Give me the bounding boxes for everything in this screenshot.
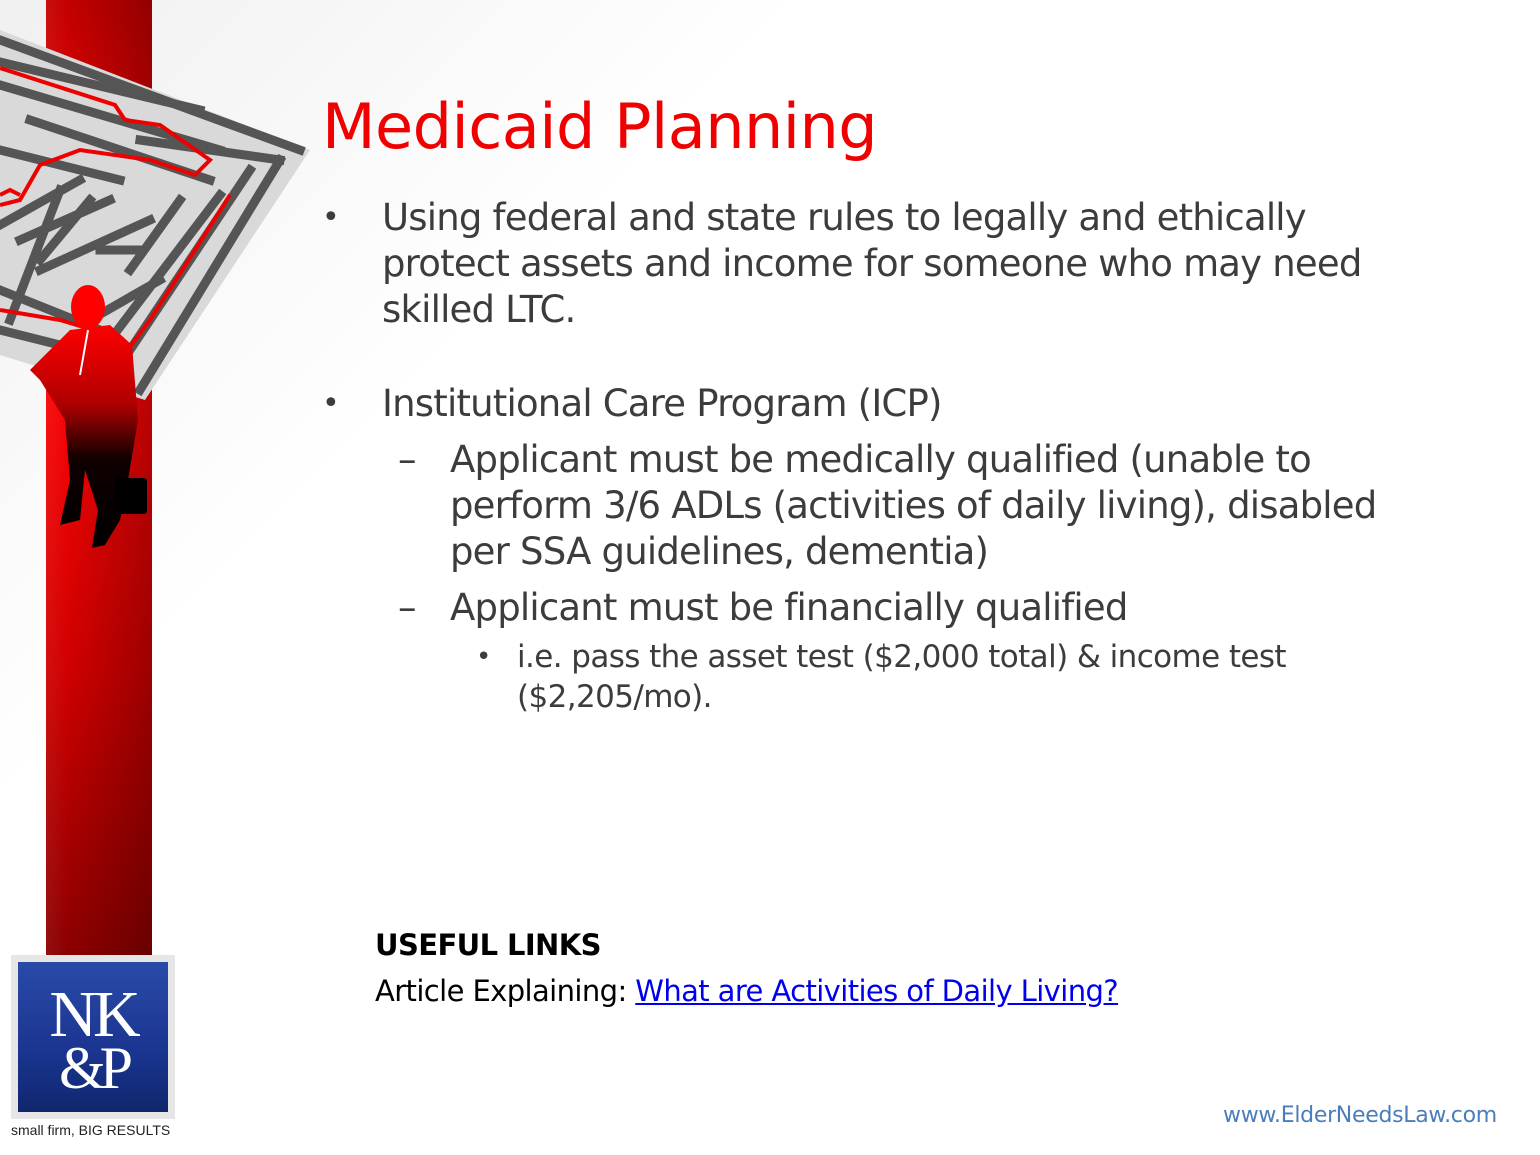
slide-title: Medicaid Planning: [322, 90, 878, 163]
sub-sub-bullet-text: i.e. pass the asset test ($2,000 total) & income test ($2,205/mo).: [517, 639, 1286, 715]
bullet-text: Institutional Care Program (ICP): [382, 382, 942, 425]
useful-links-heading: USEFUL LINKS: [375, 928, 601, 962]
website-url: www.ElderNeedsLaw.com: [1223, 1103, 1497, 1128]
link-prefix: Article Explaining:: [375, 974, 636, 1008]
useful-links-row: [375, 968, 1118, 1014]
sub-sub-bullet-item: [322, 637, 1402, 717]
sub-bullet-item: [322, 585, 1402, 631]
firm-logo: [11, 955, 175, 1119]
sub-bullet-text: Applicant must be financially qualified: [450, 586, 1128, 629]
bullet-item: [322, 195, 1402, 333]
maze-illustration: [0, 0, 320, 560]
bullet-text: Using federal and state rules to legally and ethically protect assets and income for someone who may need skilled LTC.: [382, 196, 1362, 331]
sub-bullet-marker: –: [398, 438, 416, 481]
bullet-item: [322, 381, 1402, 427]
sub-bullet-marker: –: [398, 586, 416, 629]
sub-bullet-text: Applicant must be medically qualified (unable to perform 3/6 ADLs (activities of daily living), disabled per SSA guidelines, dementia): [450, 438, 1377, 573]
sub-bullet-item: [322, 437, 1402, 575]
logo-text-nk: NK: [49, 978, 137, 1051]
bullet-marker: •: [322, 200, 339, 235]
logo-badge: [18, 962, 168, 1112]
bullet-marker: •: [322, 386, 339, 421]
logo-text-ap: &P: [58, 1035, 128, 1101]
useful-links-section: [375, 922, 1118, 1014]
logo-tagline: small firm, BIG RESULTS: [11, 1122, 171, 1138]
adl-article-link[interactable]: What are Activities of Daily Living?: [635, 974, 1119, 1008]
sub-sub-bullet-marker: •: [476, 642, 491, 672]
bullet-list: [322, 195, 1402, 717]
